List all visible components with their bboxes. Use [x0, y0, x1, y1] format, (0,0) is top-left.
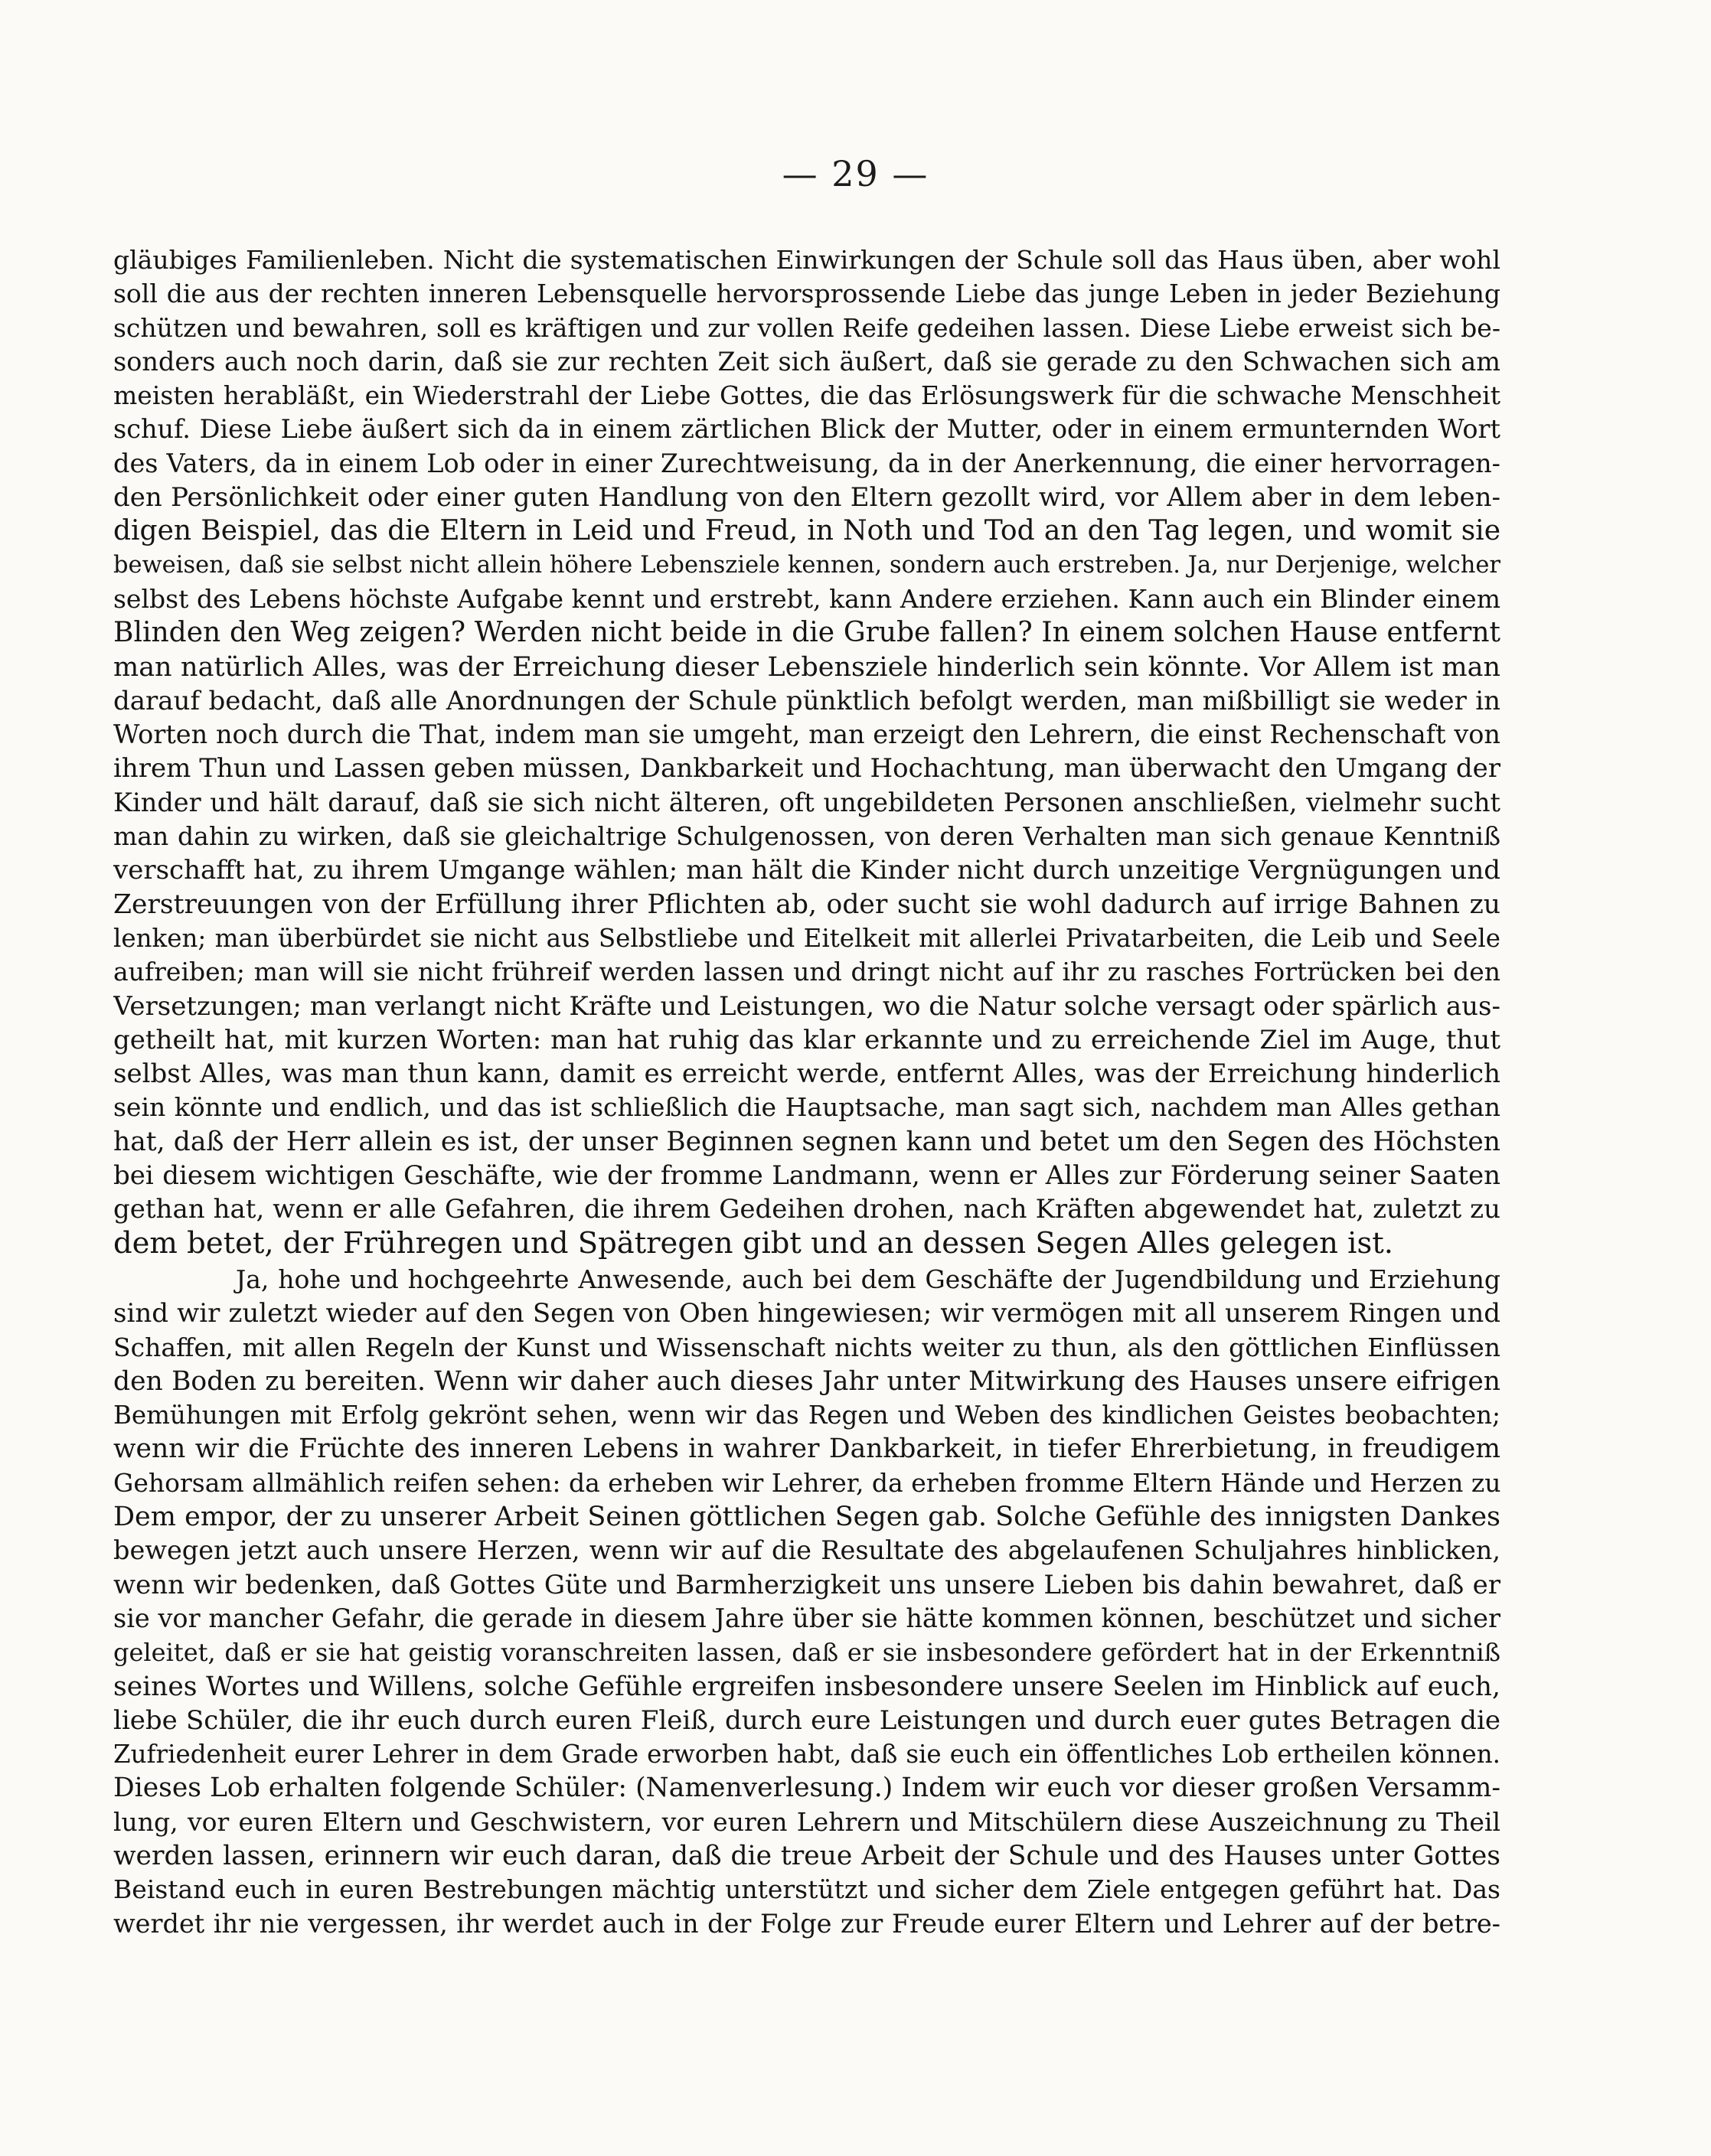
text-line: seines Wortes und Willens, solche Gefühle ergreifen insbesondere unsere Seelen im Hinblick auf euch,: [113, 1671, 1500, 1702]
text-line: aufreiben; man will sie nicht frühreif werden lassen und dringt nicht auf ihr zu rasches Fortrücken bei den: [113, 957, 1500, 987]
text-line: man natürlich Alles, was der Erreichung dieser Lebensziele hinderlich sein könnte. Vor Allem ist man: [113, 651, 1500, 683]
text-line: bewegen jetzt auch unsere Herzen, wenn wir auf die Resultate des abgelaufenen Schuljahres hinblicken,: [113, 1535, 1500, 1566]
text-line: Blinden den Weg zeigen? Werden nicht beide in die Grube fallen? In einem solchen Hause entfernt: [113, 617, 1500, 649]
text-line: sein könnte und endlich, und das ist schließlich die Hauptsache, man sagt sich, nachdem man Alles gethan: [113, 1092, 1500, 1123]
text-line: wenn wir bedenken, daß Gottes Güte und Barmherzigkeit uns unsere Lieben bis dahin bewahret, daß er: [113, 1569, 1500, 1600]
text-line: digen Beispiel, das die Eltern in Leid und Freud, in Noth und Tod an den Tag legen, und womit sie: [113, 515, 1500, 547]
text-line: lung, vor euren Eltern und Geschwistern, vor euren Lehrern und Mitschülern diese Auszeichnung zu Theil: [113, 1806, 1500, 1837]
text-line: schuf. Diese Liebe äußert sich da in einem zärtlichen Blick der Mutter, oder in einem ermunternden Wort: [113, 414, 1500, 445]
text-line: dem betet, der Frühregen und Spätregen gibt und an dessen Segen Alles gelegen ist.: [113, 1226, 1393, 1261]
text-line: Versetzungen; man verlangt nicht Kräfte und Leistungen, wo die Natur solche versagt oder spärlich aus-: [113, 990, 1500, 1022]
paragraph-1: [113, 243, 1500, 1261]
text-line: ihrem Thun und Lassen geben müssen, Dankbarkeit und Hochachtung, man überwacht den Umgang der: [113, 753, 1500, 784]
text-line: schützen und bewahren, soll es kräftigen und zur vollen Reife gedeihen lassen. Diese Liebe erweist sich be-: [113, 312, 1500, 343]
text-line: selbst Alles, was man thun kann, damit es erreicht werde, entfernt Alles, was der Erreichung hinderlich: [113, 1058, 1500, 1090]
text-line: wenn wir die Früchte des inneren Lebens in wahrer Dankbarkeit, in tiefer Ehrerbietung, in freudigem: [113, 1434, 1500, 1465]
text-line: sonders auch noch darin, daß sie zur rechten Zeit sich äußert, daß sie gerade zu den Schwachen sich am: [113, 346, 1500, 377]
text-line: beweisen, daß sie selbst nicht allein höhere Lebensziele kennen, sondern auch erstreben. Ja, nur Derjenige, welcher: [113, 551, 1500, 579]
text-line: des Vaters, da in einem Lob oder in einer Zurechtweisung, da in der Anerkennung, die einer hervorragen-: [113, 448, 1500, 478]
text-line: soll die aus der rechten inneren Lebensquelle hervorsprossende Liebe das junge Leben in jeder Beziehung: [113, 279, 1500, 309]
text-line: getheilt hat, mit kurzen Worten: man hat ruhig das klar erkannte und zu erreichende Ziel im Auge, thut: [113, 1024, 1500, 1055]
text-line: sind wir zuletzt wieder auf den Segen von Oben hingewiesen; wir vermögen mit all unserem Ringen und: [113, 1298, 1500, 1329]
text-line: man dahin zu wirken, daß sie gleichaltrige Schulgenossen, von deren Verhalten man sich genaue Kenntniß: [113, 821, 1500, 852]
text-line: Worten noch durch die That, indem man sie umgeht, man erzeigt den Lehrern, die einst Rechenschaft von: [113, 719, 1500, 750]
text-line: Gehorsam allmählich reifen sehen: da erheben wir Lehrer, da erheben fromme Eltern Hände und Herzen zu: [113, 1467, 1500, 1498]
text-line: gethan hat, wenn er alle Gefahren, die ihrem Gedeihen drohen, nach Kräften abgewendet hat, zuletzt zu: [113, 1194, 1500, 1225]
text-line: Schaffen, mit allen Regeln der Kunst und Wissenschaft nichts weiter zu thun, als den göttlichen Einflüssen: [113, 1332, 1500, 1362]
text-line: geleitet, daß er sie hat geistig voranschreiten lassen, daß er sie insbesondere gefördert hat in der Erkenntniß: [113, 1638, 1500, 1668]
text-line: Kinder und hält darauf, daß sie sich nicht älteren, oft ungebildeten Personen anschließen, vielmehr sucht: [113, 787, 1500, 817]
text-line: Dieses Lob erhalten folgende Schüler: (Namenverlesung.) Indem wir euch vor dieser großen Versamm-: [113, 1773, 1500, 1804]
text-line: sie vor mancher Gefahr, die gerade in diesem Jahre über sie hätte kommen können, beschützet und sicher: [113, 1603, 1500, 1633]
text-line: Ja, hohe und hochgeehrte Anwesende, auch bei dem Geschäfte der Jugendbildung und Erziehung: [236, 1264, 1500, 1294]
text-line: bei diesem wichtigen Geschäfte, wie der fromme Landmann, wenn er Alles zur Förderung seiner Saaten: [113, 1160, 1500, 1192]
text-line: werden lassen, erinnern wir euch daran, daß die treue Arbeit der Schule und des Hauses unter Gottes: [113, 1841, 1500, 1872]
text-line: hat, daß der Herr allein es ist, der unser Beginnen segnen kann und betet um den Segen des Höchsten: [113, 1126, 1500, 1157]
text-line: lenken; man überbürdet sie nicht aus Selbstliebe und Eitelkeit mit allerlei Privatarbeiten, die Leib und Seele: [113, 923, 1500, 953]
text-line: Beistand euch in euren Bestrebungen mächtig unterstützt und sicher dem Ziele entgegen geführt hat. Das: [113, 1874, 1500, 1905]
text-line: gläubiges Familienleben. Nicht die systematischen Einwirkungen der Schule soll das Haus üben, aber wohl: [113, 245, 1500, 275]
text-line: meisten herabläßt, ein Wiederstrahl der Liebe Gottes, die das Erlösungswerk für die schwache Menschheit: [113, 380, 1500, 411]
text-line: verschafft hat, zu ihrem Umgange wählen; man hält die Kinder nicht durch unzeitige Vergnügungen und: [113, 855, 1500, 886]
text-line: Bemühungen mit Erfolg gekrönt sehen, wenn wir das Regen und Weben des kindlichen Geistes beobachten;: [113, 1401, 1500, 1430]
text-line: den Boden zu bereiten. Wenn wir daher auch dieses Jahr unter Mitwirkung des Hauses unsere eifrigen: [113, 1365, 1500, 1397]
text-line: Zerstreuungen von der Erfüllung ihrer Pflichten ab, oder sucht sie wohl dadurch auf irrige Bahnen zu: [113, 889, 1500, 920]
text-line: werdet ihr nie vergessen, ihr werdet auch in der Folge zur Freude eurer Eltern und Lehrer auf der betre-: [113, 1908, 1500, 1939]
paragraph-2: [113, 1263, 1500, 1941]
text-line: darauf bedacht, daß alle Anordnungen der Schule pünktlich befolgt werden, man mißbilligt sie weder in: [113, 685, 1500, 716]
text-line: selbst des Lebens höchste Aufgabe kennt und erstrebt, kann Andere erziehen. Kann auch ein Blinder einem: [113, 583, 1500, 614]
text-line: Zufriedenheit eurer Lehrer in dem Grade erworben habt, daß sie euch ein öffentliches Lob ertheilen können.: [113, 1740, 1500, 1769]
text-line: Dem empor, der zu unserer Arbeit Seinen göttlichen Segen gab. Solche Gefühle des innigsten Dankes: [113, 1502, 1500, 1533]
page-number: — 29 —: [782, 153, 929, 194]
text-line: liebe Schüler, die ihr euch durch euren Fleiß, durch eure Leistungen und durch euer gutes Betragen die: [113, 1704, 1500, 1736]
text-line: den Persönlichkeit oder einer guten Handlung von den Eltern gezollt wird, vor Allem aber in dem leben-: [113, 482, 1500, 514]
